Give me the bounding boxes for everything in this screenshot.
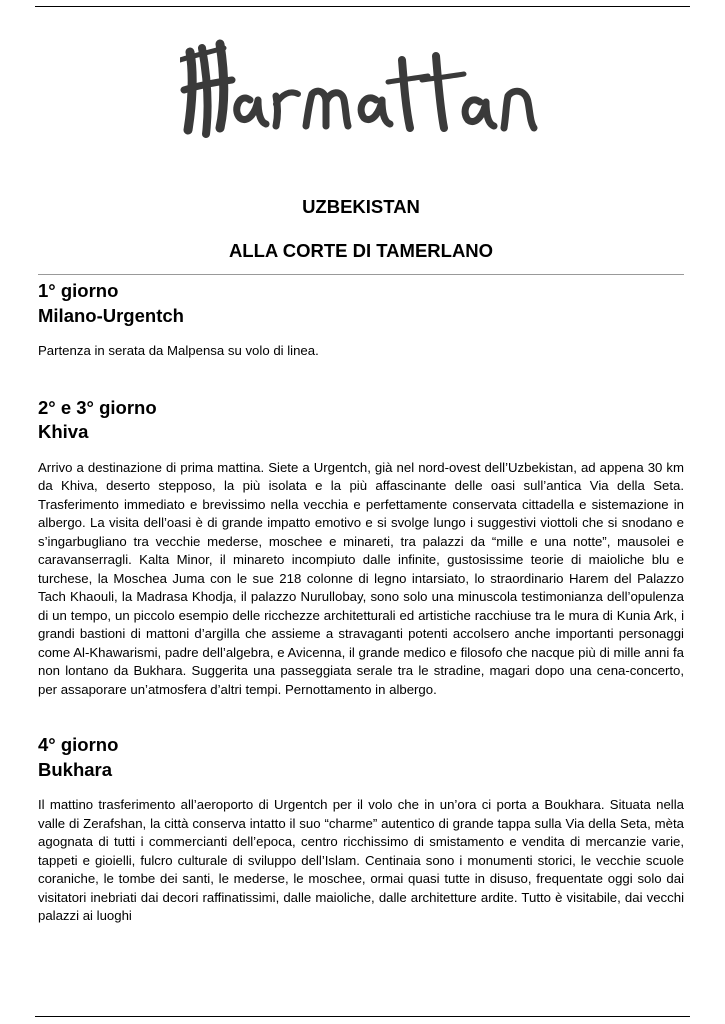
day-label: 2° e 3° giorno <box>38 396 157 418</box>
day-section-1 <box>38 279 684 361</box>
day-place: Bukhara <box>38 758 113 780</box>
title-divider <box>38 274 684 275</box>
bottom-rule <box>35 1016 690 1017</box>
document-title-tour: ALLA CORTE DI TAMERLANO <box>228 240 494 261</box>
day-label: 4° giorno <box>38 734 119 755</box>
day-description: Arrivo a destinazione di prima mattina. Siete a Urgentch, già nel nord-ovest dell’Uzbekistan, ad appena 30 km da Khiva, deserto stepposo, la più isolata e la più affascinante delle oasi sull’antica Via della Seta. Trasferimento immediato e brevissimo nella vecchia e perfettamente conservata cittadella e sistemazione in albergo. La visita dell’oasi è di grande impatto emotivo e si svolge lungo i suggestivi viottoli che si snodano e s’ingarbugliano tra vecchie mederse, moschee e minareti, tra palazzi da “mille e una notte”, mausolei e caravanserragli. Kalta Minor, il minareto incompiuto dalle infinite, gustosissime teorie di maioliche blu e turchese, la Moschea Juma con le sue 218 colonne di legno intarsiato, lo straordinario Harem del Palazzo Tach Khaouli, la Madrasa Khodja, il palazzo Nurullobay, sono solo una minuscola testimonianza dell’opulenza di un tempo, un piccolo esempio delle ricchezze architetturali ed artistiche racchiuse tra le mura di Kunia Ark, i grandi bastioni di mattoni d’argilla che assieme a stravaganti potenti accolsero anche importanti personaggi come Al-Khawarismi, padre dell’algebra, e Avicenna, il grande medico e filosofo che nacque più di mille anni fa non lontano da Bukhara. Suggerita una passeggiata serale tra le stradine, magari dopo una cena-concerto, per assaporare un’atmosfera d’altri tempi. Pernottamento in albergo. <box>38 459 684 697</box>
day-description: Partenza in serata da Malpensa su volo di linea. <box>38 343 319 358</box>
day-place: Milano-Urgentch <box>38 304 184 326</box>
day-section-3 <box>38 733 684 926</box>
day-label: 1° giorno <box>38 280 119 301</box>
day-description: Il mattino trasferimento all’aeroporto di Urgentch per il volo che in un’ora ci porta a Boukhara. Situata nella valle di Zerafshan, la città conserva intatto il suo “charme” autentico di grande tappa sulla Via della Seta, mèta agognata di tutti i commercianti dell’epoca, centro ricchissimo di smistamento e vendita di mercanzie varie, tappeti e gioielli, fulcro culturale di sviluppo dell’Islam. Centinaia sono i monumenti storici, le vecchie scuole coraniche, le tombe dei santi, le mederse, le moschee, ormai quasi tutte in disuso, frequentate oggi solo dai visitatori inebriati dai decori raffinatissimi, dalle maioliche, dalle architetture ardite. Tutto è visitabile, dai vecchi palazzi ai luoghi <box>38 797 684 923</box>
harmattan-logo <box>180 30 545 145</box>
day-place: Khiva <box>38 421 89 442</box>
harmattan-logo-graphic <box>180 30 545 145</box>
document-body <box>38 194 684 926</box>
top-rule <box>35 6 690 7</box>
document-title-country: UZBEKISTAN <box>302 196 420 217</box>
day-section-2 <box>38 396 684 700</box>
